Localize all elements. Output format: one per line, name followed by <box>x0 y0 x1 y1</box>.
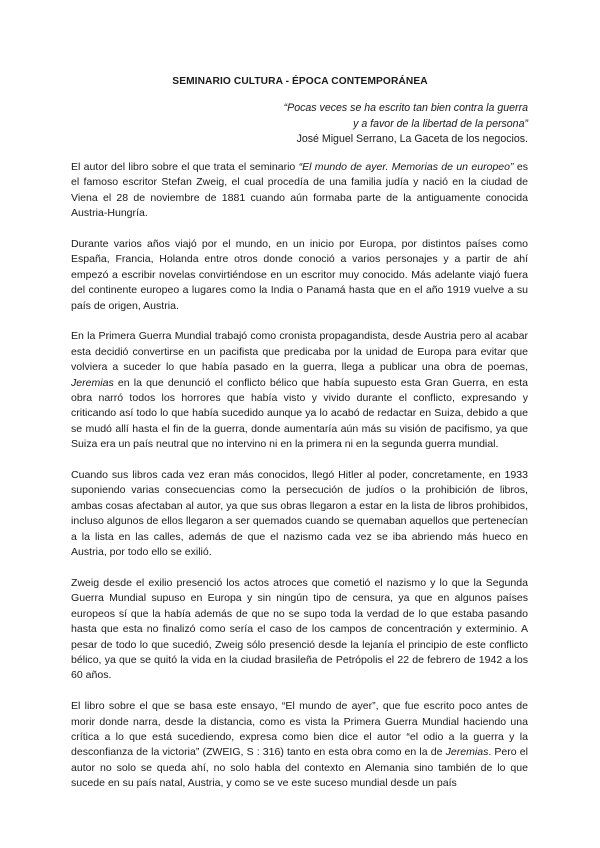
paragraph-6-text-a: El libro sobre el que se basa este ensayo, “El mundo de ayer”, que fue escrito poco antes de morir donde narra, desde la distancia, como es vista la Primera Guerra Mundial haciendo una crítica a lo que está sucediendo, expresa como bien dice el autor “el odio a la guerra y la desconfianza de la victoria” (ZWEIG, S : 316) tanto en esta obra como en la de <box>71 700 528 759</box>
book-title-emphasis: “El mundo de ayer. Memorias de un europeo” <box>298 161 514 173</box>
jeremias-emphasis-2: Jeremias <box>445 746 489 759</box>
epigraph <box>228 101 528 148</box>
document-title: SEMINARIO CULTURA - ÉPOCA CONTEMPORÁNEA <box>172 76 428 87</box>
paragraph-3 <box>71 329 528 452</box>
jeremias-emphasis: Jeremias <box>71 376 114 389</box>
paragraph-4: Cuando sus libros cada vez eran más conocidos, llegó Hitler al poder, concretamente, en 1933 suponiendo varias consecuencias como la persecución de judíos o la prohibición de libros, ambas cosas afectaban al autor, ya que sus obras llegaron a estar en la lista de libros prohibidos, incluso algunos de ellos llegaron a ser quemados cuando se quemaban aquellos que pertenecían a la lista en las calles, además de que el nazismo cada vez se iba abriendo más hueco en Austria, por todo ello se exilió. <box>71 469 528 559</box>
paragraph-6 <box>71 699 528 791</box>
document-body <box>71 160 528 792</box>
paragraph-3-text-b: en la que denunció el conflicto bélico que había supuesto esta Gran Guerra, en esta obra narró todos los horrores que había visto y vivido durante el conflicto, expresando y criticando así todo lo que había sucedido aunque ya lo acabó de redactar en Suiza, debido a que se mudó allí hasta el fin de la guerra, donde aumentaría aún más su visión de pacifismo, ya que Suiza era un país neutral que no intervino ni en la primera ni en la segunda guerra mundial. <box>71 376 528 451</box>
paragraph-1-text-a: El autor del libro sobre el que trata el seminario <box>71 161 299 173</box>
paragraph-1-text-b: es el famoso escritor Stefan Zweig, el cual procedía de una familia judía y nació en la ciudad de Viena el 28 de noviembre de 1881 cuando aún formaba parte de la antiguamente conocida Austria-Hungría. <box>71 161 528 220</box>
paragraph-1 <box>71 160 528 222</box>
paragraph-5: Zweig desde el exilio presenció los actos atroces que cometió el nazismo y lo que la Segunda Guerra Mundial supuso en Europa y sin ningún tipo de censura, ya que en algunos países europeos sí que la había además de que no se supo toda la verdad de lo que estaba pasando hasta que esta no finalizó como sería el caso de los campos de concentración y exterminio. A pesar de todo lo que sucedió, Zweig sólo presenció desde la lejanía el principio de este conflicto bélico, ya que se quitó la vida en la ciudad brasileña de Petrópolis el 22 de febrero de 1942 a los 60 años. <box>71 576 528 682</box>
paragraph-3-text-a: En la Primera Guerra Mundial trabajó como cronista propagandista, desde Austria pero al acabar esta decidió convertirse en un pacifista que predicaba por la unidad de Europa para evitar que volviera a suceder lo que había pasado en la guerra, llega a publicar una obra de poemas, <box>71 330 528 374</box>
epigraph-quote-line-1: “Pocas veces se ha escrito tan bien contra la guerra <box>283 102 528 114</box>
epigraph-quote-line-2: y a favor de la libertad de la persona” <box>353 117 528 130</box>
epigraph-source: José Miguel Serrano, La Gaceta de los negocios. <box>296 133 528 145</box>
paragraph-6-text-b: . Pero el autor no solo se queda ahí, no solo habla del contexto en Alemania sino también de lo que sucede en su país natal, Austria, y como se ve este suceso mundial desde un país <box>71 746 528 790</box>
paragraph-2: Durante varios años viajó por el mundo, en un inicio por Europa, por distintos países como España, Francia, Holanda entre otros donde conoció a varios personajes y a partir de ahí empezó a escribir novelas convirtiéndose en un escritor muy conocido. Más adelante viajó fuera del continente europeo a lugares como la India o Panamá hasta que en el año 1919 vuelve a su país de origen, Austria. <box>71 238 528 312</box>
